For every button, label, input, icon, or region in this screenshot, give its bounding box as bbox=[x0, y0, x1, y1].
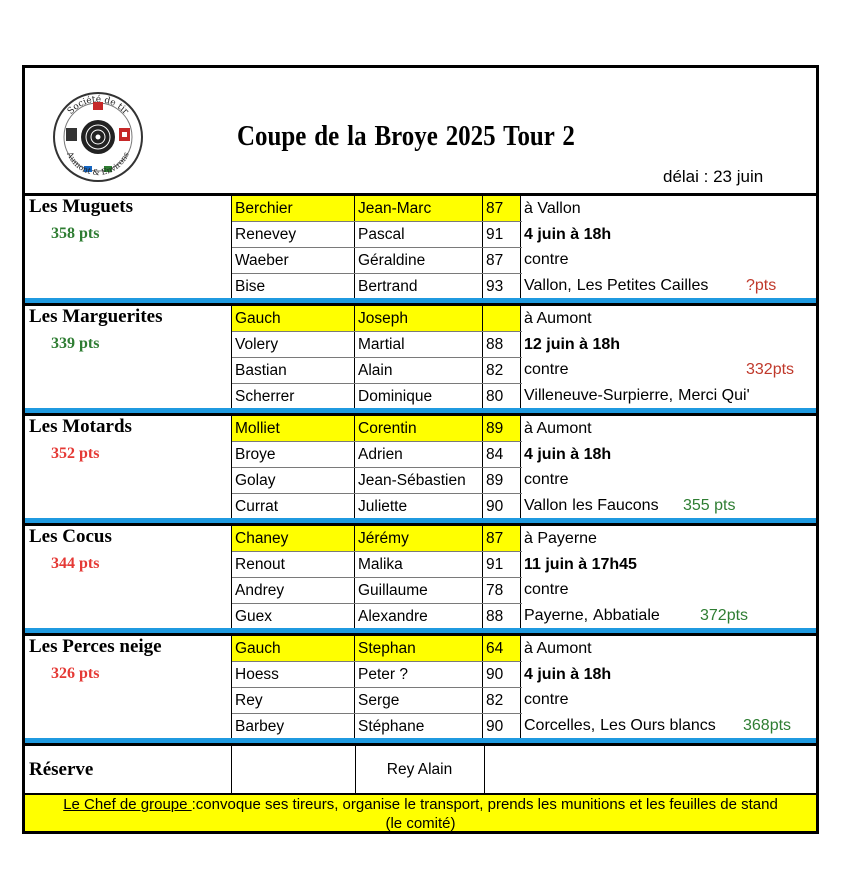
team-name: Les Perces neige bbox=[29, 636, 162, 657]
match-versus: contre bbox=[524, 691, 569, 708]
member-last-name: Chaney bbox=[232, 526, 355, 551]
opponent-team: les Faucons bbox=[572, 496, 659, 514]
member-score: 82 bbox=[483, 688, 521, 713]
member-score: 89 bbox=[483, 416, 521, 441]
match-versus: contre bbox=[524, 581, 569, 598]
match-datetime: 12 juin à 18h bbox=[524, 335, 621, 353]
member-score: 64 bbox=[483, 636, 521, 661]
match-location: à Vallon bbox=[524, 200, 581, 217]
member-score: 88 bbox=[483, 604, 521, 629]
table-row bbox=[232, 552, 522, 578]
match-info bbox=[524, 416, 815, 518]
table-row bbox=[232, 416, 522, 442]
member-last-name: Broye bbox=[232, 442, 355, 467]
opponent-team: Merci Qui' bbox=[678, 386, 750, 404]
team-name: Les Cocus bbox=[29, 526, 112, 547]
member-last-name: Currat bbox=[232, 494, 355, 519]
member-score: 89 bbox=[483, 468, 521, 493]
member-last-name: Scherrer bbox=[232, 384, 355, 409]
match-location: à Aumont bbox=[524, 420, 592, 437]
members-table bbox=[231, 196, 522, 299]
team-name: Les Marguerites bbox=[29, 306, 163, 327]
member-last-name: Andrey bbox=[232, 578, 355, 603]
match-location: à Aumont bbox=[524, 310, 592, 327]
table-row bbox=[232, 358, 522, 384]
team-block bbox=[25, 526, 816, 628]
member-first-name: Joseph bbox=[355, 306, 483, 331]
member-score: 82 bbox=[483, 358, 521, 383]
member-last-name: Berchier bbox=[232, 196, 355, 221]
table-row bbox=[232, 306, 522, 332]
member-first-name: Alain bbox=[355, 358, 483, 383]
member-score: 88 bbox=[483, 332, 521, 357]
match-datetime: 4 juin à 18h bbox=[524, 665, 612, 683]
member-last-name: Gauch bbox=[232, 306, 355, 331]
match-location: à Aumont bbox=[524, 640, 592, 657]
divider bbox=[231, 746, 232, 793]
member-first-name: Stephan bbox=[355, 636, 483, 661]
match-info bbox=[524, 636, 815, 738]
member-last-name: Rey bbox=[232, 688, 355, 713]
table-row bbox=[232, 468, 522, 494]
logo-text-bottom: Aumont & Environs bbox=[65, 150, 131, 178]
opponent-points: ?pts bbox=[746, 276, 777, 294]
opponent-points: 372pts bbox=[700, 606, 749, 624]
club-logo bbox=[51, 90, 145, 184]
divider bbox=[484, 746, 485, 793]
member-last-name: Waeber bbox=[232, 248, 355, 273]
team-name: Les Motards bbox=[29, 416, 132, 437]
member-last-name: Barbey bbox=[232, 714, 355, 739]
opponent-points: 355 pts bbox=[683, 496, 736, 514]
team-block bbox=[25, 306, 816, 408]
opponent-place: Vallon bbox=[524, 496, 568, 514]
table-row bbox=[232, 384, 522, 409]
member-last-name: Volery bbox=[232, 332, 355, 357]
members-table bbox=[231, 306, 522, 409]
member-score: 91 bbox=[483, 222, 521, 247]
members-table bbox=[231, 636, 522, 739]
member-first-name: Malika bbox=[355, 552, 483, 577]
member-first-name: Stéphane bbox=[355, 714, 483, 739]
table-row bbox=[232, 578, 522, 604]
logo-text-top: Société de tir bbox=[65, 94, 131, 117]
opponent-line bbox=[524, 713, 716, 738]
team-block bbox=[25, 416, 816, 518]
member-first-name: Pascal bbox=[355, 222, 483, 247]
member-first-name: Dominique bbox=[355, 384, 483, 409]
members-table bbox=[231, 416, 522, 519]
opponent-place: Payerne, bbox=[524, 606, 589, 624]
member-last-name: Renout bbox=[232, 552, 355, 577]
opponent-points: 332pts bbox=[746, 361, 795, 378]
member-first-name: Martial bbox=[355, 332, 483, 357]
opponent-team: Les Petites Cailles bbox=[576, 276, 709, 294]
member-score: 87 bbox=[483, 196, 521, 221]
member-first-name: Jean-Marc bbox=[355, 196, 483, 221]
sheet-header bbox=[25, 68, 816, 193]
table-row bbox=[232, 222, 522, 248]
member-last-name: Golay bbox=[232, 468, 355, 493]
member-last-name: Guex bbox=[232, 604, 355, 629]
team-points: 358 pts bbox=[51, 225, 100, 242]
table-row bbox=[232, 636, 522, 662]
team-points: 339 pts bbox=[51, 335, 100, 352]
opponent-team: Les Ours blancs bbox=[600, 716, 716, 734]
member-last-name: Bastian bbox=[232, 358, 355, 383]
member-first-name: Serge bbox=[355, 688, 483, 713]
results-sheet bbox=[22, 65, 819, 834]
footer-role: Le Chef de groupe bbox=[63, 796, 192, 813]
member-score: 80 bbox=[483, 384, 521, 409]
table-row bbox=[232, 332, 522, 358]
member-first-name: Alexandre bbox=[355, 604, 483, 629]
team-name: Les Muguets bbox=[29, 196, 133, 217]
member-score: 87 bbox=[483, 526, 521, 551]
member-first-name: Jérémy bbox=[355, 526, 483, 551]
opponent-place: Villeneuve-Surpierre, bbox=[524, 386, 674, 404]
table-row bbox=[232, 604, 522, 629]
member-first-name: Corentin bbox=[355, 416, 483, 441]
opponent-points: 368pts bbox=[743, 716, 792, 734]
match-info bbox=[524, 306, 815, 408]
match-versus: contre bbox=[524, 471, 569, 488]
member-first-name: Géraldine bbox=[355, 248, 483, 273]
footer-text: :convoque ses tireurs, organise le transport, prends les munitions et les feuilles de stand bbox=[191, 796, 778, 813]
member-last-name: Renevey bbox=[232, 222, 355, 247]
match-location: à Payerne bbox=[524, 530, 597, 547]
member-first-name: Guillaume bbox=[355, 578, 483, 603]
member-first-name: Jean-Sébastien bbox=[355, 468, 483, 493]
footer-signature: (le comité) bbox=[385, 815, 456, 832]
deadline-text: délai : 23 juin bbox=[663, 167, 764, 186]
opponent-team: Abbatiale bbox=[593, 606, 660, 624]
opponent-line bbox=[524, 603, 660, 628]
member-score: 90 bbox=[483, 494, 521, 519]
match-info bbox=[524, 196, 815, 298]
match-info bbox=[524, 526, 815, 628]
match-versus: contre bbox=[524, 251, 569, 268]
reserve-shooter-name: Rey Alain bbox=[386, 761, 453, 778]
match-datetime: 4 juin à 18h bbox=[524, 225, 612, 243]
table-row bbox=[232, 196, 522, 222]
member-last-name: Gauch bbox=[232, 636, 355, 661]
table-row bbox=[232, 714, 522, 739]
table-row bbox=[232, 688, 522, 714]
team-block bbox=[25, 636, 816, 738]
opponent-line bbox=[524, 273, 708, 298]
table-row bbox=[232, 248, 522, 274]
member-score: 78 bbox=[483, 578, 521, 603]
footer-note bbox=[25, 793, 816, 831]
member-score: 90 bbox=[483, 714, 521, 739]
member-score: 84 bbox=[483, 442, 521, 467]
reserve-label: Réserve bbox=[29, 759, 94, 780]
team-block bbox=[25, 196, 816, 298]
page-title: Coupe de la Broye 2025 Tour 2 bbox=[237, 120, 575, 152]
member-score: 87 bbox=[483, 248, 521, 273]
opponent-place: Corcelles, bbox=[524, 716, 596, 734]
table-row bbox=[232, 662, 522, 688]
member-last-name: Hoess bbox=[232, 662, 355, 687]
member-score: 90 bbox=[483, 662, 521, 687]
reserve-row bbox=[25, 746, 816, 793]
member-last-name: Bise bbox=[232, 274, 355, 299]
team-points: 326 pts bbox=[51, 665, 100, 682]
member-first-name: Bertrand bbox=[355, 274, 483, 299]
members-table bbox=[231, 526, 522, 629]
team-points: 344 pts bbox=[51, 555, 100, 572]
table-row bbox=[232, 494, 522, 519]
member-last-name: Molliet bbox=[232, 416, 355, 441]
table-row bbox=[232, 274, 522, 299]
opponent-line bbox=[524, 383, 750, 408]
member-score bbox=[483, 306, 521, 331]
opponent-place: Vallon, bbox=[524, 276, 572, 294]
member-first-name: Peter ? bbox=[355, 662, 483, 687]
table-row bbox=[232, 442, 522, 468]
match-versus: contre bbox=[524, 361, 569, 378]
match-datetime: 11 juin à 17h45 bbox=[524, 555, 637, 573]
member-first-name: Juliette bbox=[355, 494, 483, 519]
team-points: 352 pts bbox=[51, 445, 100, 462]
opponent-line bbox=[524, 493, 659, 518]
table-row bbox=[232, 526, 522, 552]
member-score: 91 bbox=[483, 552, 521, 577]
member-score: 93 bbox=[483, 274, 521, 299]
match-datetime: 4 juin à 18h bbox=[524, 445, 612, 463]
member-first-name: Adrien bbox=[355, 442, 483, 467]
